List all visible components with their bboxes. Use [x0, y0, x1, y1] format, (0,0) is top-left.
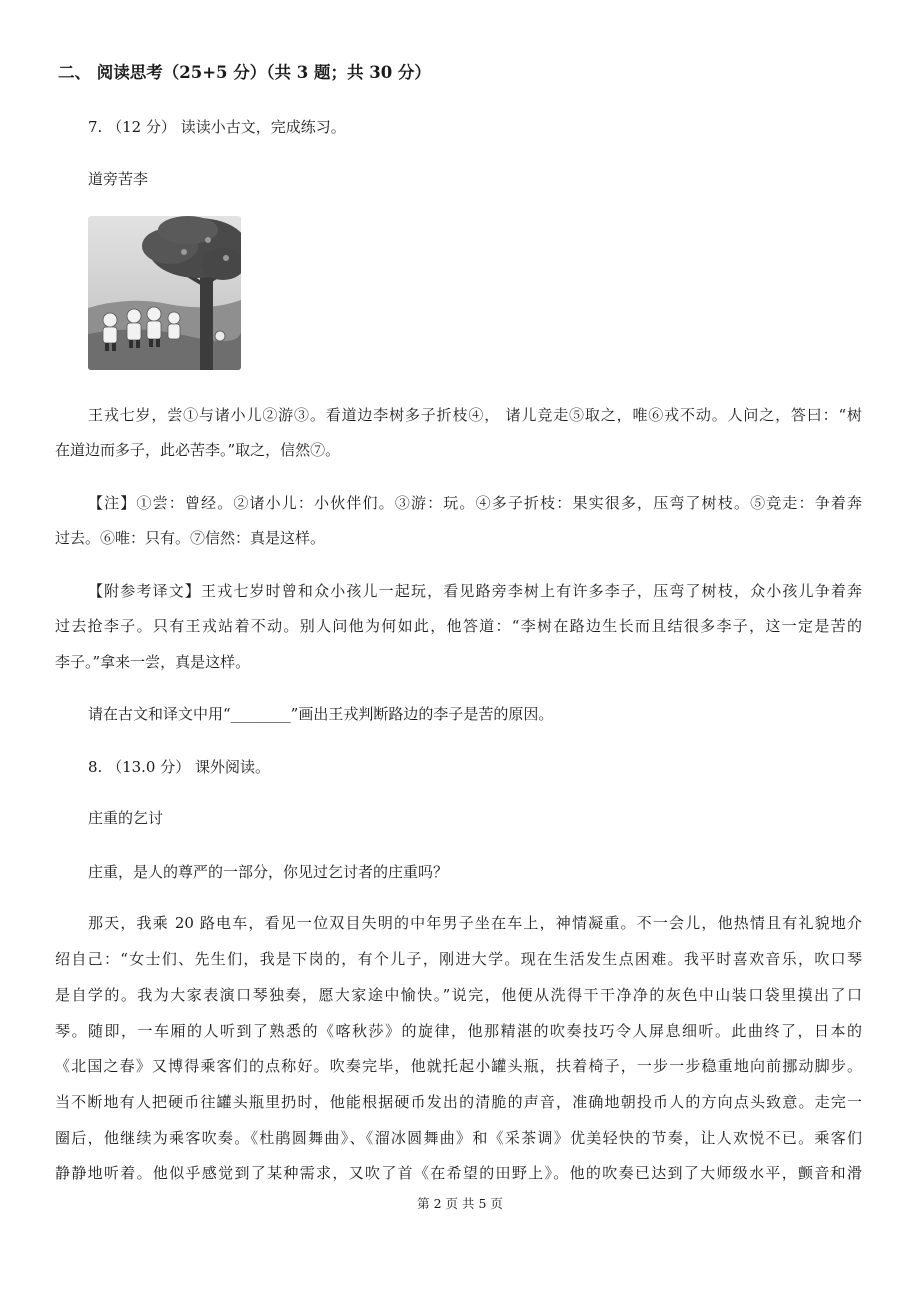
- passage-line-2: 在道边而多子，此必苦李。”取之，信然⑦。: [55, 441, 341, 459]
- story-line-4: 琴。随即，一车厢的人听到了熟悉的《喀秋莎》的旋律，他那精湛的吹奏技巧令人屏息细听。此曲终了，日本的: [55, 1022, 862, 1040]
- story-line-8: 静静地听着。他似乎感觉到了某种需求，又吹了首《在希望的田野上》。他的吹奏已达到了大师级水平，颤音和滑: [55, 1164, 862, 1182]
- story-line-1: 那天，我乘 20 路电车，看见一位双目失明的中年男子坐在车上，神情凝重。不一会儿，他热情且有礼貌地介: [88, 914, 862, 932]
- story-line-5: 《北国之春》又博得乘客们的点称好。吹奏完毕，他就托起小罐头瓶，扶着椅子，一步一步稳重地向前挪动脚步。: [55, 1057, 862, 1075]
- translation-line-1: 【附参考译文】王戎七岁时曾和众小孩儿一起玩，看见路旁李树上有许多李子，压弯了树枝，众小孩儿争着奔: [88, 582, 862, 600]
- question-7-task: 请在古文和译文中用“________”画出王戎判断路边的李子是苦的原因。: [88, 705, 554, 723]
- section-heading: 二、 阅读思考（25+5 分）（共 3 题；共 30 分）: [58, 63, 431, 82]
- story-intro: 庄重，是人的尊严的一部分，你见过乞讨者的庄重吗？: [88, 863, 449, 881]
- question-8-header: 8. （13.0 分） 课外阅读。: [88, 758, 271, 776]
- story-line-2: 绍自己：“女士们、先生们，我是下岗的，有个儿子，刚进大学。现在生活发生点困难。我平时喜欢音乐，吹口琴: [55, 950, 862, 968]
- translation-line-3: 李子。”拿来一尝，真是这样。: [55, 653, 251, 671]
- story-line-3: 是自学的。我为大家表演口琴独奏，愿大家途中愉快。”说完，他便从洗得干干净净的灰色中山装口袋里摸出了口: [55, 986, 862, 1004]
- tree-children-illustration: [88, 216, 241, 370]
- page-footer: 第 2 页 共 5 页: [417, 1196, 503, 1211]
- story-line-6: 当不断地有人把硬币往罐头瓶里扔时，他能根据硬币发出的清脆的声音，准确地朝投币人的方向点头致意。走完一: [55, 1093, 862, 1111]
- note-line-2: 过去。⑥唯：只有。⑦信然：真是这样。: [55, 529, 326, 547]
- story-title: 庄重的乞讨: [88, 809, 164, 827]
- translation-line-2: 过去抢李子。只有王戎站着不动。别人问他为何如此，他答道：“李树在路边生长而且结很多李子，这一定是苦的: [55, 617, 862, 635]
- note-line-1: 【注】①尝：曾经。②诸小儿：小伙伴们。③游：玩。④多子折枝：果实很多，压弯了树枝。⑤竞走：争着奔: [88, 494, 862, 512]
- passage-line-1: 王戎七岁，尝①与诸小儿②游③。看道边李树多子折枝④， 诸儿竞走⑤取之，唯⑥戎不动。人问之，答曰：“树: [88, 406, 862, 424]
- passage-title: 道旁苦李: [88, 170, 149, 188]
- story-line-7: 圈后，他继续为乘客吹奏。《杜鹃圆舞曲》、《溜冰圆舞曲》和《采茶调》优美轻快的节奏，让人欢悦不已。乘客们: [55, 1129, 862, 1147]
- question-7-header: 7. （12 分） 读读小古文，完成练习。: [88, 118, 346, 136]
